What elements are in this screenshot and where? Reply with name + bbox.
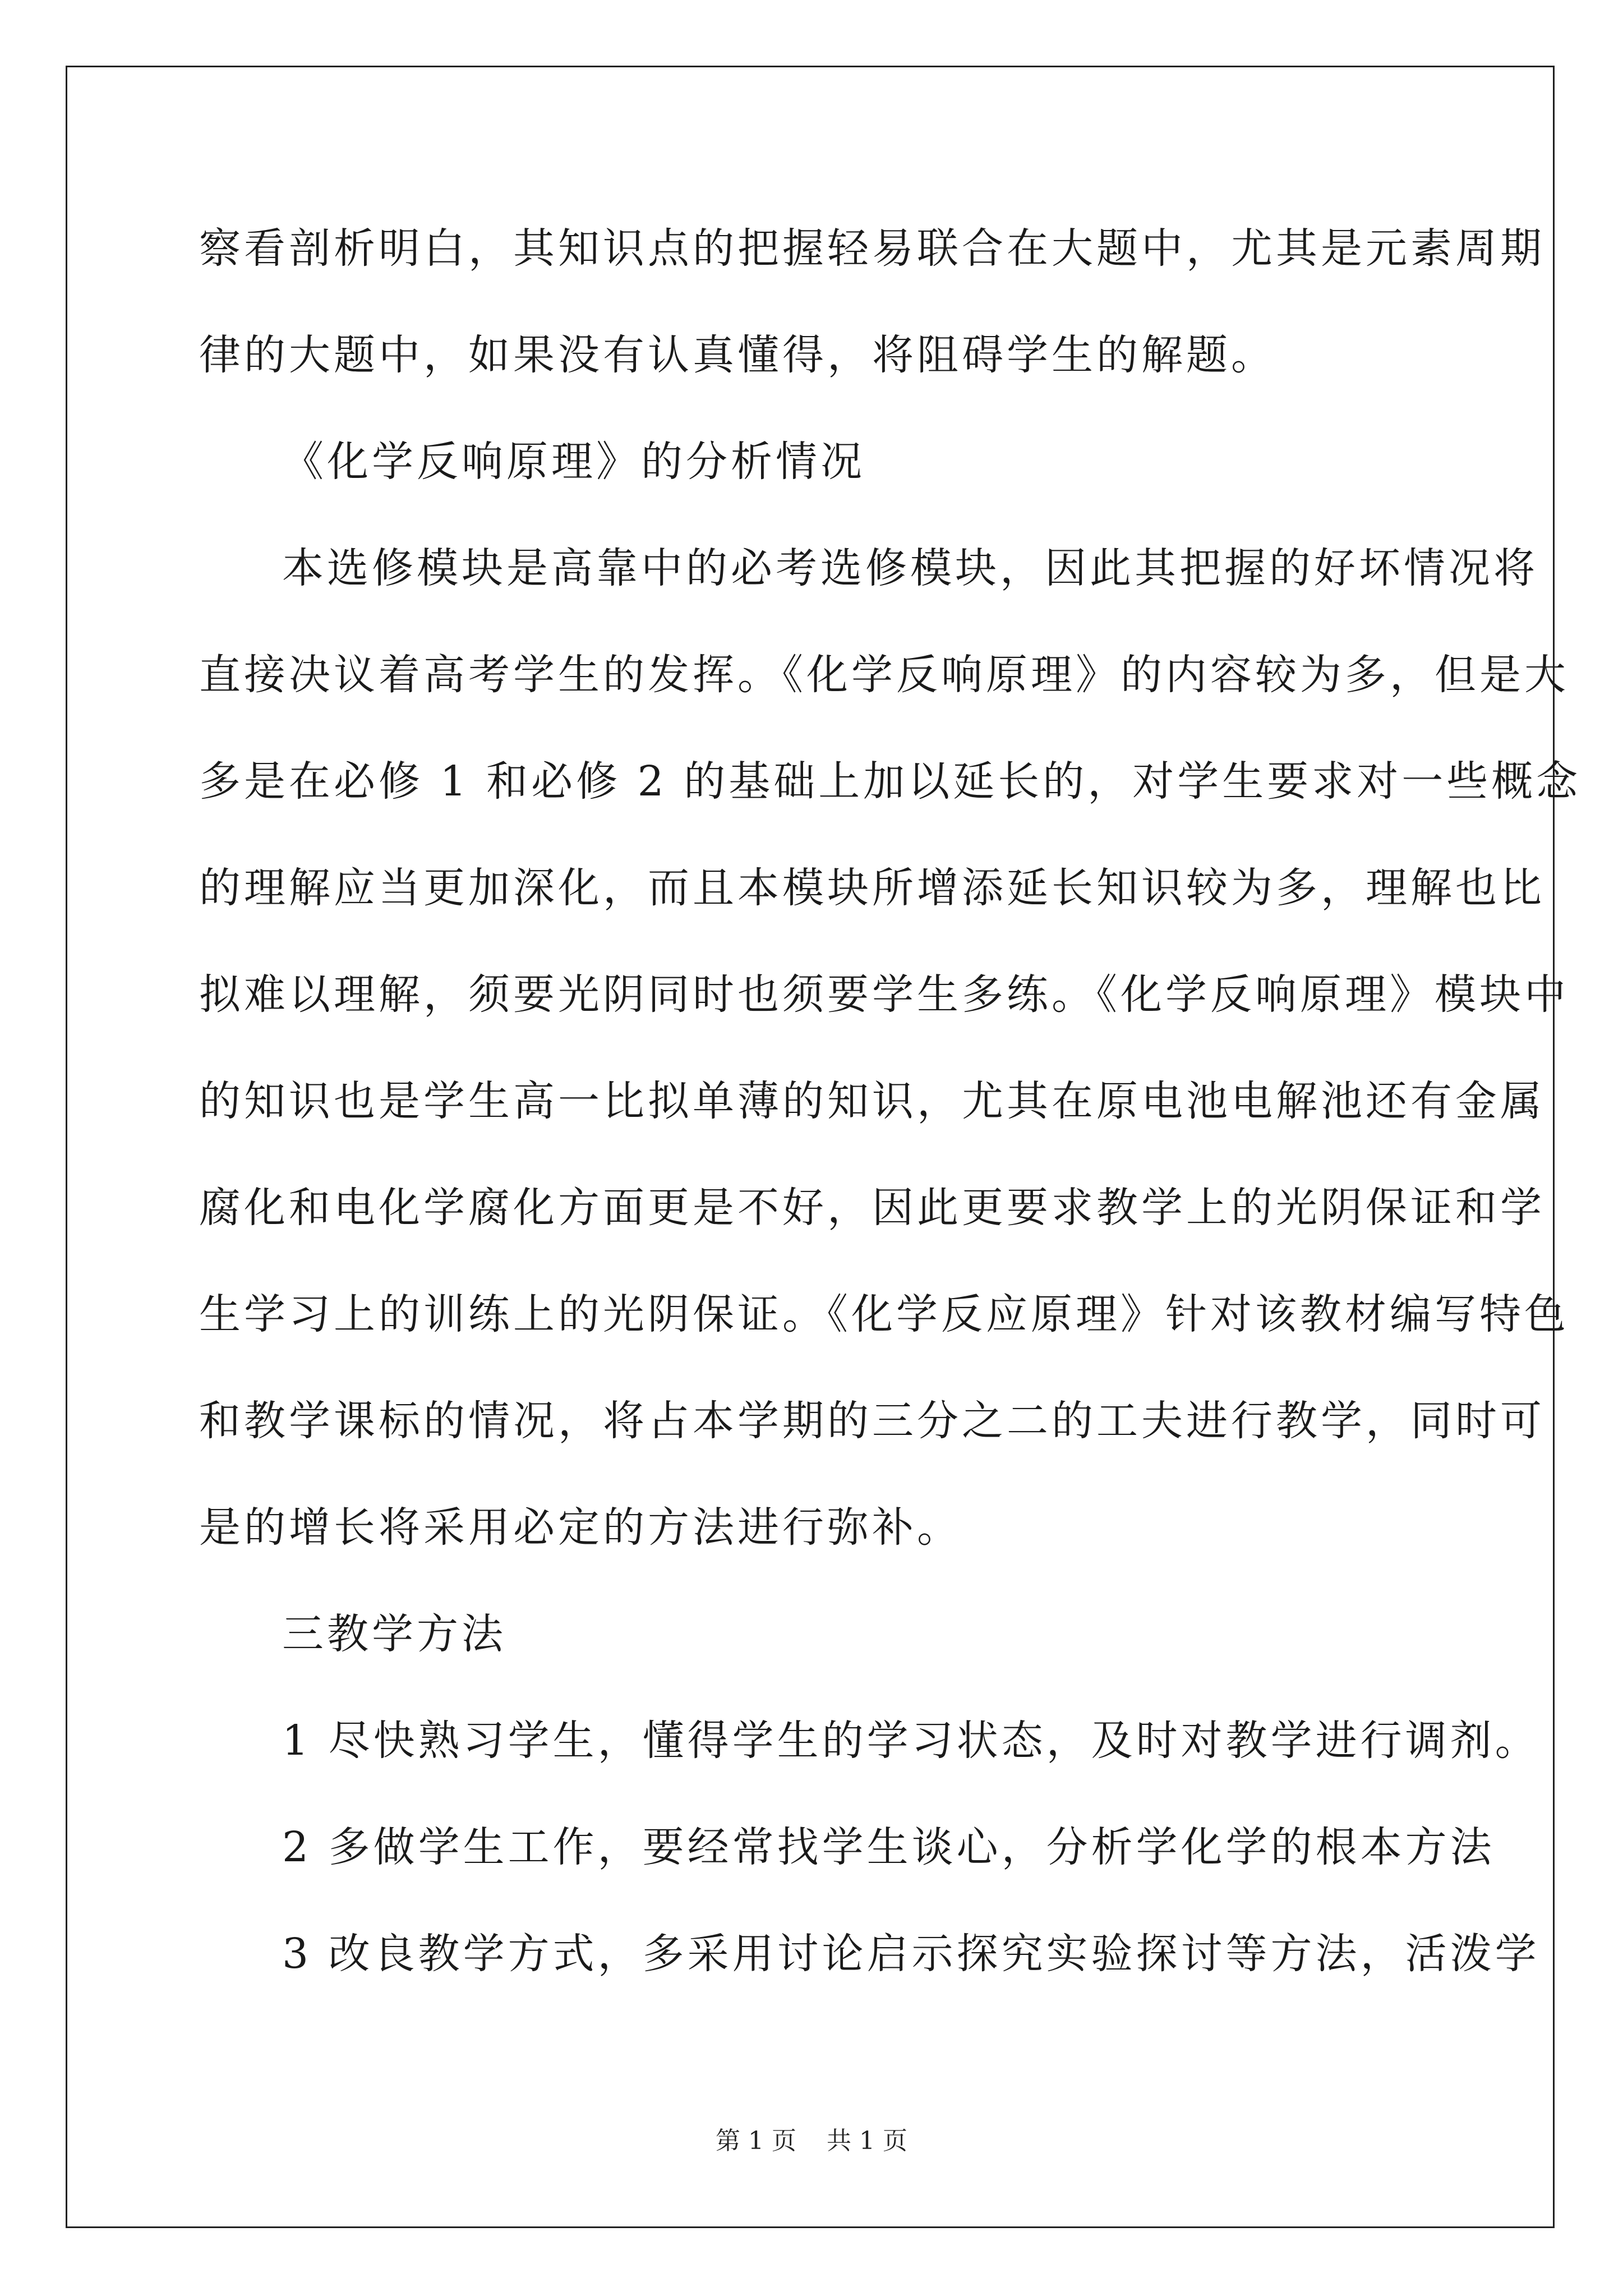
page-total: 共 1 页 <box>827 2127 907 2155</box>
text-line-1: 察看剖析明白，其知识点的把握轻易联合在大题中，尤其是元素周期 <box>199 224 1545 273</box>
list-item-2: 2 多做学生工作，要经常找学生谈心，分析学化学的根本方法 <box>282 1823 1495 1871</box>
text-line-13: 是的增长将采用必定的方法进行弥补。 <box>199 1503 962 1552</box>
text-line-5: 直接决议着高考学生的发挥。《化学反响原理》的内容较为多，但是大 <box>199 651 1569 699</box>
page-footer <box>0 2124 1623 2158</box>
text-line-9: 的知识也是学生高一比拟单薄的知识，尤其在原电池电解池还有金属 <box>199 1077 1545 1125</box>
text-line-12: 和教学课标的情况，将占本学期的三分之二的工夫进行教学，同时可 <box>199 1397 1545 1445</box>
list-item-1: 1 尽快熟习学生，懂得学生的学习状态，及时对教学进行调剂。 <box>282 1717 1540 1765</box>
text-line-8: 拟难以理解，须要光阴同时也须要学生多练。《化学反响原理》模块中 <box>199 970 1569 1019</box>
section-heading-reaction-principles: 《化学反响原理》的分析情况 <box>282 438 865 486</box>
text-line-4: 本选修模块是高靠中的必考选修模块，因此其把握的好坏情况将 <box>282 544 1538 592</box>
text-line-11: 生学习上的训练上的光阴保证。《化学反应原理》针对该教材编写特色 <box>199 1290 1569 1338</box>
page-border <box>66 66 1581 2228</box>
text-line-10: 腐化和电化学腐化方面更是不好，因此更要求教学上的光阴保证和学 <box>199 1184 1545 1232</box>
text-line-2: 律的大题中，如果没有认真懂得，将阻碍学生的解题。 <box>199 331 1276 379</box>
text-line-6: 多是在必修 1 和必修 2 的基础上加以延长的，对学生要求对一些概念 <box>199 757 1581 806</box>
list-item-3: 3 改良教学方式，多采用讨论启示探究实验探讨等方法，活泼学 <box>282 1930 1540 1978</box>
page-number: 第 1 页 <box>716 2127 796 2155</box>
text-line-7: 的理解应当更加深化，而且本模块所增添延长知识较为多，理解也比 <box>199 864 1545 912</box>
section-heading-teaching-methods: 三教学方法 <box>282 1610 506 1658</box>
